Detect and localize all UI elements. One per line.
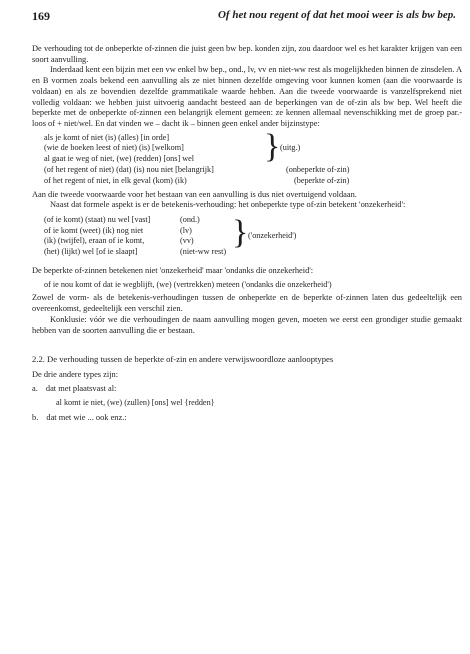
paragraph-4: Naast dat formele aspekt is er de betekenis-verhouding: het onbeperkte type of-zin betekent 'onzekerheid': xyxy=(50,200,406,210)
example-2-line-3: (ik) (twijfel), eraan of ie komt, xyxy=(44,236,145,246)
page-number: 169 xyxy=(32,9,50,23)
list-item-b-label: b. xyxy=(32,413,39,423)
paragraph-2: Inderdaad kent een bijzin met een vw enkel bw bep., ond., lv, vv en niet-ww rest als mogelijkheden binnen de zinsdelen. A en B vormen zoals bekend een aanvulling als ze niet binnen dezelfde omgeving voor kunnen komen (aan die voorwaarde is voldaan) en als ze bovendien dezelfde grammatikale waarde hebben. Aan die tweede voorwaarde is vanzelfsprekend niet volledig voldaan: we hebben juist uitvoerig aandacht besteed aan de beperkingen van de of-zin als bw bep. Wel heeft die beperkte met de onbeperkte of-zinnen een belangrijk element gemeen: ze kennen allemaal nevenschikking met de groep par.-loos of + niet/wel. En dat vinden we – dacht ik – binnen geen enkel ander bijzinstype: xyxy=(32,65,462,128)
example-1-line-5: of het regent of niet, in elk geval (kom) (ik) xyxy=(44,175,187,185)
example-2-func-4: (niet-ww rest) xyxy=(180,246,227,256)
example-block-1 xyxy=(32,127,462,190)
example-1-line-1: als je komt of niet (is) (alles) [in orde] xyxy=(44,132,170,142)
paragraph-7: Konklusie: vóór we die verhoudingen de naam aanvulling mogen geven, moeten we eerst een grondiger studie gemaakt hebben van de soorten aanvulling die er bestaan. xyxy=(32,314,462,335)
list-item-a-example: al komt ie niet, (we) (zullen) [ons] wel {redden} xyxy=(56,398,215,408)
list-item-a xyxy=(32,384,462,395)
example-2-line-4: (het) (lijkt) wel [of ie slaapt] xyxy=(44,246,138,256)
example-1-note-4: (onbeperkte of-zin) xyxy=(286,164,350,174)
example-1-note-5: (beperkte of-zin) xyxy=(294,175,350,185)
example-2-line-2: of ie komt (weet) (ik) nog niet xyxy=(44,225,144,235)
running-title: Of het nou regent of dat het mooi weer is als bw bep. xyxy=(217,9,456,21)
section-title: De verhouding tussen de beperkte of-zin en andere verwijswoordloze aanlooptypes xyxy=(47,354,334,365)
list-item-b xyxy=(32,413,462,424)
curly-brace-icon: } xyxy=(232,214,249,252)
example-1-tag: (uitg.) xyxy=(280,143,301,153)
paragraph-5: De beperkte of-zinnen betekenen niet 'onzekerheid' maar 'ondanks die onzekerheid': xyxy=(32,266,314,276)
example-1-line-2: (wie de boeken leest of niet) (is) [welkom] xyxy=(44,143,184,153)
example-2-func-1: (ond.) xyxy=(180,215,200,225)
paragraph-8: De drie andere types zijn: xyxy=(32,369,119,379)
example-1-line-4: (of het regent of niet) (dat) (is) nou niet [belangrijk] xyxy=(44,164,214,174)
example-block-2 xyxy=(32,215,462,262)
example-2-tag: ('onzekerheid') xyxy=(248,231,297,241)
example-2-line-1: (of ie komt) (staat) nu wel [vast] xyxy=(44,215,151,225)
section-number: 2.2. xyxy=(32,354,45,365)
section-heading xyxy=(32,354,462,365)
example-3-line: of ie nou komt of dat ie wegblijft, (we) (vertrekken) meteen ('ondanks die onzekerheid') xyxy=(44,279,332,289)
list-item-a-text: dat met plaatsvast al: xyxy=(45,383,117,393)
curly-brace-icon: } xyxy=(264,127,281,165)
list-item-a-label: a. xyxy=(32,383,38,393)
paragraph-6: Zowel de vorm- als de betekenis-verhoudingen tussen de onbeperkte en de beperkte of-zinnen laten dus gedeeltelijk een overeenkomst, gedeeltelijk een verschil zien. xyxy=(32,293,462,314)
paragraph-3: Aan die tweede voorwaarde voor het bestaan van een aanvulling is dus niet overtuigend voldaan. xyxy=(32,189,357,199)
example-2-func-2: (lv) xyxy=(180,225,192,235)
example-2-func-3: (vv) xyxy=(180,236,194,246)
list-item-b-text: dat met wie ... ook enz.: xyxy=(46,413,127,423)
running-header xyxy=(32,9,456,25)
page-body xyxy=(32,44,462,424)
example-1-line-3: al gaat ie weg of niet, (we) (redden) [ons] wel xyxy=(44,153,195,163)
paragraph-1: De verhouding tot de onbeperkte of-zinnen die juist geen bw bep. konden zijn, zou daardoor wel es het karakter krijgen van een soort aanvulling. xyxy=(32,44,462,64)
